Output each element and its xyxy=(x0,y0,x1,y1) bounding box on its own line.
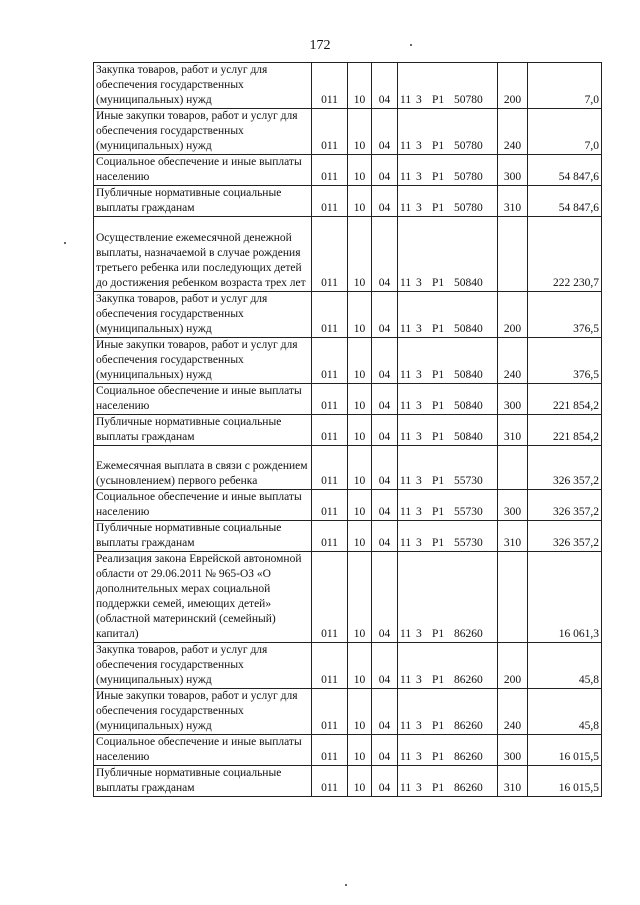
expense-type-cell: 240 xyxy=(498,109,528,155)
target-article-part: 3 xyxy=(416,628,422,640)
target-article-part: P1 xyxy=(432,277,445,289)
table-row xyxy=(94,338,602,384)
ministry-code-cell: 011 xyxy=(312,735,348,766)
target-article-part: 3 xyxy=(416,782,422,794)
amount-cell: 16 015,5 xyxy=(528,735,602,766)
target-article-part: 3 xyxy=(416,140,422,152)
table-row xyxy=(94,490,602,521)
target-article-part: 11 xyxy=(400,431,412,443)
table-row xyxy=(94,415,602,446)
target-article-cell xyxy=(398,384,498,415)
item-name-cell: Закупка товаров, работ и услуг для обеспечения государственных (муниципальных) нужд xyxy=(94,63,312,109)
target-article-part: 3 xyxy=(416,751,422,763)
target-article-cell xyxy=(398,643,498,689)
target-article-part: 11 xyxy=(400,782,412,794)
target-article-part: 50840 xyxy=(454,277,483,289)
expense-type-cell: 300 xyxy=(498,735,528,766)
ministry-code-cell: 011 xyxy=(312,415,348,446)
target-article-cell xyxy=(398,766,498,797)
ministry-code-cell: 011 xyxy=(312,186,348,217)
table-row xyxy=(94,552,602,643)
amount-cell: 45,8 xyxy=(528,643,602,689)
target-article-part: 11 xyxy=(400,751,412,763)
expense-type-cell: 300 xyxy=(498,384,528,415)
table-row xyxy=(94,155,602,186)
target-article-cell xyxy=(398,735,498,766)
target-article-part: 11 xyxy=(400,506,412,518)
expense-type-cell xyxy=(498,446,528,490)
ministry-code-cell: 011 xyxy=(312,384,348,415)
target-article-part: 11 xyxy=(400,202,412,214)
target-article-part: P1 xyxy=(432,782,445,794)
target-article-part: 50840 xyxy=(454,369,483,381)
ministry-code-cell: 011 xyxy=(312,338,348,384)
scan-speck xyxy=(410,44,412,46)
target-article-part: P1 xyxy=(432,202,445,214)
subsection-code-cell: 04 xyxy=(372,217,398,292)
target-article-cell xyxy=(398,109,498,155)
amount-cell: 326 357,2 xyxy=(528,490,602,521)
expense-type-cell: 200 xyxy=(498,643,528,689)
target-article-part: P1 xyxy=(432,674,445,686)
budget-table-body xyxy=(94,63,602,797)
section-code-cell: 10 xyxy=(348,415,372,446)
target-article-part: 55730 xyxy=(454,506,483,518)
table-row xyxy=(94,186,602,217)
item-name-cell: Социальное обеспечение и иные выплаты населению xyxy=(94,155,312,186)
target-article-part: 3 xyxy=(416,537,422,549)
subsection-code-cell: 04 xyxy=(372,109,398,155)
target-article-part: 50780 xyxy=(454,202,483,214)
page-number: 172 xyxy=(309,38,331,53)
amount-cell: 376,5 xyxy=(528,292,602,338)
ministry-code-cell: 011 xyxy=(312,766,348,797)
target-article-part: 3 xyxy=(416,171,422,183)
target-article-part: 11 xyxy=(400,94,412,106)
target-article-part: P1 xyxy=(432,369,445,381)
item-name-cell: Публичные нормативные социальные выплаты гражданам xyxy=(94,521,312,552)
item-name-cell: Закупка товаров, работ и услуг для обеспечения государственных (муниципальных) нужд xyxy=(94,643,312,689)
item-name-cell: Закупка товаров, работ и услуг для обеспечения государственных (муниципальных) нужд xyxy=(94,292,312,338)
subsection-code-cell: 04 xyxy=(372,766,398,797)
item-name-cell: Реализация закона Еврейской автономной области от 29.06.2011 № 965-ОЗ «О дополнительных мерах социальной поддержки семей, имеющих детей» (областной материнский (семейный) капитал) xyxy=(94,552,312,643)
target-article-part: P1 xyxy=(432,475,445,487)
section-code-cell: 10 xyxy=(348,217,372,292)
section-code-cell: 10 xyxy=(348,384,372,415)
amount-cell: 7,0 xyxy=(528,63,602,109)
target-article-part: 11 xyxy=(400,674,412,686)
table-row xyxy=(94,689,602,735)
target-article-part: 55730 xyxy=(454,475,483,487)
subsection-code-cell: 04 xyxy=(372,384,398,415)
subsection-code-cell: 04 xyxy=(372,292,398,338)
target-article-part: 11 xyxy=(400,537,412,549)
expense-type-cell xyxy=(498,552,528,643)
target-article-part: 11 xyxy=(400,628,412,640)
target-article-part: 3 xyxy=(416,400,422,412)
table-row xyxy=(94,766,602,797)
target-article-part: 11 xyxy=(400,171,412,183)
item-name-cell: Социальное обеспечение и иные выплаты населению xyxy=(94,490,312,521)
ministry-code-cell: 011 xyxy=(312,292,348,338)
amount-cell: 326 357,2 xyxy=(528,446,602,490)
expense-type-cell xyxy=(498,217,528,292)
amount-cell: 16 015,5 xyxy=(528,766,602,797)
target-article-part: 3 xyxy=(416,431,422,443)
subsection-code-cell: 04 xyxy=(372,490,398,521)
subsection-code-cell: 04 xyxy=(372,63,398,109)
section-code-cell: 10 xyxy=(348,689,372,735)
target-article-part: 86260 xyxy=(454,674,483,686)
target-article-part: 11 xyxy=(400,475,412,487)
table-row xyxy=(94,643,602,689)
target-article-cell xyxy=(398,415,498,446)
expense-type-cell: 240 xyxy=(498,338,528,384)
section-code-cell: 10 xyxy=(348,521,372,552)
expense-type-cell: 310 xyxy=(498,186,528,217)
target-article-cell xyxy=(398,63,498,109)
target-article-cell xyxy=(398,552,498,643)
subsection-code-cell: 04 xyxy=(372,552,398,643)
table-row xyxy=(94,521,602,552)
target-article-part: 3 xyxy=(416,475,422,487)
target-article-part: 11 xyxy=(400,277,412,289)
target-article-part: P1 xyxy=(432,323,445,335)
ministry-code-cell: 011 xyxy=(312,689,348,735)
item-name-cell: Публичные нормативные социальные выплаты гражданам xyxy=(94,766,312,797)
item-name-cell: Социальное обеспечение и иные выплаты населению xyxy=(94,384,312,415)
expense-type-cell: 200 xyxy=(498,63,528,109)
target-article-part: 50780 xyxy=(454,171,483,183)
target-article-part: 11 xyxy=(400,140,412,152)
expense-type-cell: 240 xyxy=(498,689,528,735)
target-article-part: 3 xyxy=(416,369,422,381)
target-article-part: 50840 xyxy=(454,400,483,412)
expense-type-cell: 310 xyxy=(498,521,528,552)
expense-type-cell: 310 xyxy=(498,415,528,446)
expense-type-cell: 300 xyxy=(498,155,528,186)
subsection-code-cell: 04 xyxy=(372,155,398,186)
target-article-part: 11 xyxy=(400,720,412,732)
section-code-cell: 10 xyxy=(348,446,372,490)
expense-type-cell: 200 xyxy=(498,292,528,338)
ministry-code-cell: 011 xyxy=(312,552,348,643)
amount-cell: 45,8 xyxy=(528,689,602,735)
amount-cell: 16 061,3 xyxy=(528,552,602,643)
subsection-code-cell: 04 xyxy=(372,415,398,446)
ministry-code-cell: 011 xyxy=(312,109,348,155)
section-code-cell: 10 xyxy=(348,735,372,766)
item-name-cell: Ежемесячная выплата в связи с рождением (усыновлением) первого ребенка xyxy=(94,446,312,490)
table-row xyxy=(94,735,602,766)
target-article-part: 86260 xyxy=(454,751,483,763)
target-article-part: P1 xyxy=(432,431,445,443)
expense-type-cell: 310 xyxy=(498,766,528,797)
ministry-code-cell: 011 xyxy=(312,490,348,521)
item-name-cell: Иные закупки товаров, работ и услуг для обеспечения государственных (муниципальных) нужд xyxy=(94,338,312,384)
target-article-part: P1 xyxy=(432,506,445,518)
target-article-part: 3 xyxy=(416,323,422,335)
target-article-cell xyxy=(398,689,498,735)
subsection-code-cell: 04 xyxy=(372,521,398,552)
item-name-cell: Публичные нормативные социальные выплаты гражданам xyxy=(94,415,312,446)
subsection-code-cell: 04 xyxy=(372,186,398,217)
scan-speck xyxy=(345,884,347,886)
target-article-part: 50840 xyxy=(454,323,483,335)
target-article-part: P1 xyxy=(432,720,445,732)
ministry-code-cell: 011 xyxy=(312,521,348,552)
ministry-code-cell: 011 xyxy=(312,643,348,689)
budget-table xyxy=(93,62,602,797)
target-article-part: 3 xyxy=(416,674,422,686)
target-article-part: 3 xyxy=(416,720,422,732)
target-article-part: P1 xyxy=(432,751,445,763)
section-code-cell: 10 xyxy=(348,766,372,797)
target-article-part: P1 xyxy=(432,400,445,412)
target-article-part: 3 xyxy=(416,506,422,518)
target-article-cell xyxy=(398,338,498,384)
table-row xyxy=(94,63,602,109)
section-code-cell: 10 xyxy=(348,155,372,186)
target-article-part: 86260 xyxy=(454,720,483,732)
item-name-cell: Осуществление ежемесячной денежной выплаты, назначаемой в случае рождения третьего ребенка или последующих детей до достижения ребенком возраста трех лет xyxy=(94,217,312,292)
target-article-part: 55730 xyxy=(454,537,483,549)
item-name-cell: Социальное обеспечение и иные выплаты населению xyxy=(94,735,312,766)
item-name-cell: Иные закупки товаров, работ и услуг для обеспечения государственных (муниципальных) нужд xyxy=(94,689,312,735)
target-article-cell xyxy=(398,186,498,217)
table-row xyxy=(94,292,602,338)
scan-speck xyxy=(64,242,66,244)
section-code-cell: 10 xyxy=(348,490,372,521)
target-article-part: 3 xyxy=(416,94,422,106)
ministry-code-cell: 011 xyxy=(312,63,348,109)
table-row xyxy=(94,109,602,155)
target-article-part: P1 xyxy=(432,537,445,549)
amount-cell: 221 854,2 xyxy=(528,384,602,415)
target-article-part: 50840 xyxy=(454,431,483,443)
target-article-part: 86260 xyxy=(454,782,483,794)
section-code-cell: 10 xyxy=(348,292,372,338)
amount-cell: 54 847,6 xyxy=(528,186,602,217)
target-article-part: 3 xyxy=(416,202,422,214)
target-article-part: P1 xyxy=(432,94,445,106)
section-code-cell: 10 xyxy=(348,552,372,643)
table-row xyxy=(94,446,602,490)
subsection-code-cell: 04 xyxy=(372,446,398,490)
amount-cell: 7,0 xyxy=(528,109,602,155)
amount-cell: 376,5 xyxy=(528,338,602,384)
target-article-cell xyxy=(398,292,498,338)
target-article-part: P1 xyxy=(432,171,445,183)
target-article-part: 11 xyxy=(400,400,412,412)
subsection-code-cell: 04 xyxy=(372,338,398,384)
target-article-cell xyxy=(398,217,498,292)
target-article-cell xyxy=(398,521,498,552)
amount-cell: 222 230,7 xyxy=(528,217,602,292)
target-article-part: P1 xyxy=(432,628,445,640)
target-article-part: 11 xyxy=(400,369,412,381)
section-code-cell: 10 xyxy=(348,186,372,217)
target-article-part: 3 xyxy=(416,277,422,289)
subsection-code-cell: 04 xyxy=(372,643,398,689)
target-article-part: 50780 xyxy=(454,140,483,152)
section-code-cell: 10 xyxy=(348,643,372,689)
subsection-code-cell: 04 xyxy=(372,689,398,735)
ministry-code-cell: 011 xyxy=(312,217,348,292)
expense-type-cell: 300 xyxy=(498,490,528,521)
ministry-code-cell: 011 xyxy=(312,446,348,490)
section-code-cell: 10 xyxy=(348,109,372,155)
amount-cell: 54 847,6 xyxy=(528,155,602,186)
amount-cell: 326 357,2 xyxy=(528,521,602,552)
target-article-part: 50780 xyxy=(454,94,483,106)
section-code-cell: 10 xyxy=(348,63,372,109)
amount-cell: 221 854,2 xyxy=(528,415,602,446)
target-article-part: P1 xyxy=(432,140,445,152)
subsection-code-cell: 04 xyxy=(372,735,398,766)
table-row xyxy=(94,384,602,415)
table-row xyxy=(94,217,602,292)
ministry-code-cell: 011 xyxy=(312,155,348,186)
target-article-part: 86260 xyxy=(454,628,483,640)
target-article-cell xyxy=(398,446,498,490)
item-name-cell: Иные закупки товаров, работ и услуг для обеспечения государственных (муниципальных) нужд xyxy=(94,109,312,155)
item-name-cell: Публичные нормативные социальные выплаты гражданам xyxy=(94,186,312,217)
target-article-cell xyxy=(398,155,498,186)
target-article-part: 11 xyxy=(400,323,412,335)
section-code-cell: 10 xyxy=(348,338,372,384)
target-article-cell xyxy=(398,490,498,521)
